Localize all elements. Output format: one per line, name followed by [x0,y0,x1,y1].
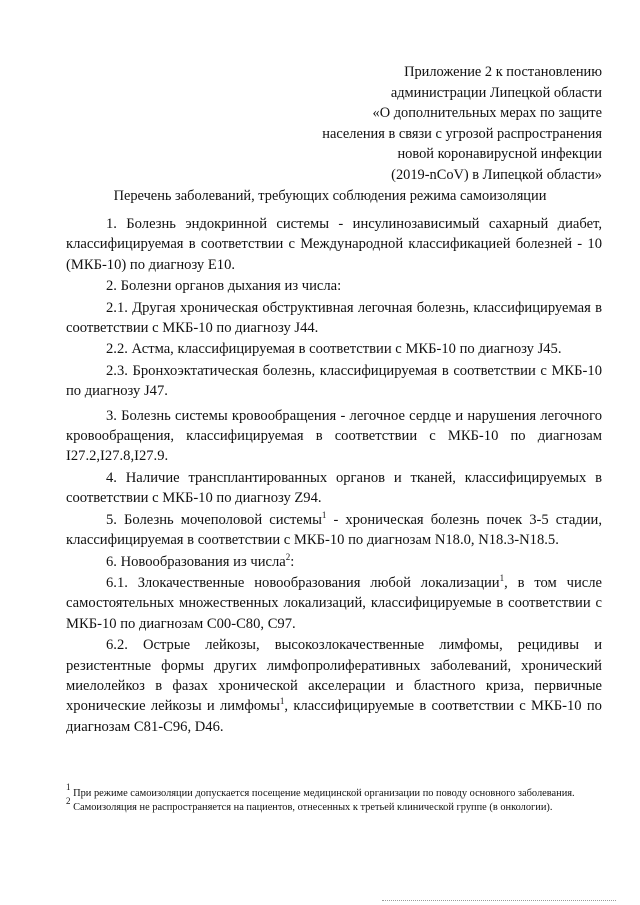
item-text: 5. Болезнь мочеполовой системы [106,511,322,528]
item-text: - хроническая болезнь почек 3-5 стадии, классифицируемая в соответствии с МКБ-10 по диагнозам N18.0, N18.3-N18.5. [66,511,602,549]
item-text: , классифицируемые в соответствии с МКБ-10 по диагнозам С81-С96, D46. [66,698,602,735]
list-item-2: 2. Болезни органов дыхания из числа: [106,278,342,295]
footnotes [66,782,602,814]
list-item-3: 3. Болезнь системы кровообращения - легочное сердце и нарушения легочного кровообращения, классифицируемая в соответствии с МКБ-10 по диагнозам I27.2,I27.8,I27.9. [66,407,602,465]
footnote-mark: 2 [66,795,71,806]
item-text: , в том числе самостоятельных множественных локализаций, классифицируемые в соответствии с МКБ-10 по диагнозам С00-С80, С97. [66,574,602,632]
document-body [66,214,602,737]
list-item-6-2 [66,635,602,737]
list-item-2-3: 2.3. Бронхоэктатическая болезнь, классифицируемая в соответствии с МКБ-10 по диагнозу J47. [66,362,602,400]
scan-edge-divider [382,900,616,902]
footnote-ref: 1 [499,572,505,583]
header-line: новой коронавирусной инфекции [397,146,602,163]
footnote-ref: 1 [321,509,327,520]
footnote-mark: 1 [66,782,71,792]
list-item-1: 1. Болезнь эндокринной системы - инсулинозависимый сахарный диабет, классифицируемая в соответствии с Международной классификацией болезней - 10 (МКБ-10) по диагнозу Е10. [66,216,602,273]
footnote-ref: 1 [279,696,285,707]
list-item-5 [66,510,602,551]
header-line: (2019-nCoV) в Липецкой области» [391,166,602,183]
footnote-text: Самоизоляция не распространяется на пациентов, отнесенных к третьей клинической группе (в онкологии). [70,801,553,813]
item-text: : [290,553,295,570]
list-item-6 [66,552,602,572]
list-item-6-1 [66,573,602,634]
header-line: Приложение 2 к постановлению [404,64,602,80]
footnote-1 [66,782,602,801]
list-item-2-2: 2.2. Астма, классифицируемая в соответствии с МКБ-10 по диагнозу J45. [106,341,562,358]
item-text: 6.2. Острые лейкозы, высокозлокачественные лимфомы, рецидивы и резистентные формы других лимфопролиферативных заболеваний, хронический миелолейкоз в фазах хронической акселерации и бластного криза, первичные хронические лейкозы и лимфомы [66,637,602,715]
list-item-2-1: 2.1. Другая хроническая обструктивная легочная болезнь, классифицируемая в соответствии с МКБ-10 по диагнозу J44. [66,299,602,337]
footnote-text: При режиме самоизоляции допускается посещение медицинской организации по поводу основного заболевания. [70,788,575,799]
header-line: администрации Липецкой области [390,84,602,101]
footnote-ref: 2 [285,551,291,562]
document-title: Перечень заболеваний, требующих соблюдения режима самоизоляции [113,188,547,204]
item-text: 6. Новообразования из числа [106,553,286,570]
header-line: «О дополнительных мерах по защите [372,105,602,122]
header-line: населения в связи с угрозой распространения [322,125,602,142]
footnote-2 [66,795,602,815]
list-item-4: 4. Наличие трансплантированных органов и тканей, классифицируемых в соответствии с МКБ-10 по диагнозу Z94. [66,469,602,507]
item-text: 6.1. Злокачественные новообразования любой локализации [106,574,500,591]
appendix-header [272,62,602,186]
